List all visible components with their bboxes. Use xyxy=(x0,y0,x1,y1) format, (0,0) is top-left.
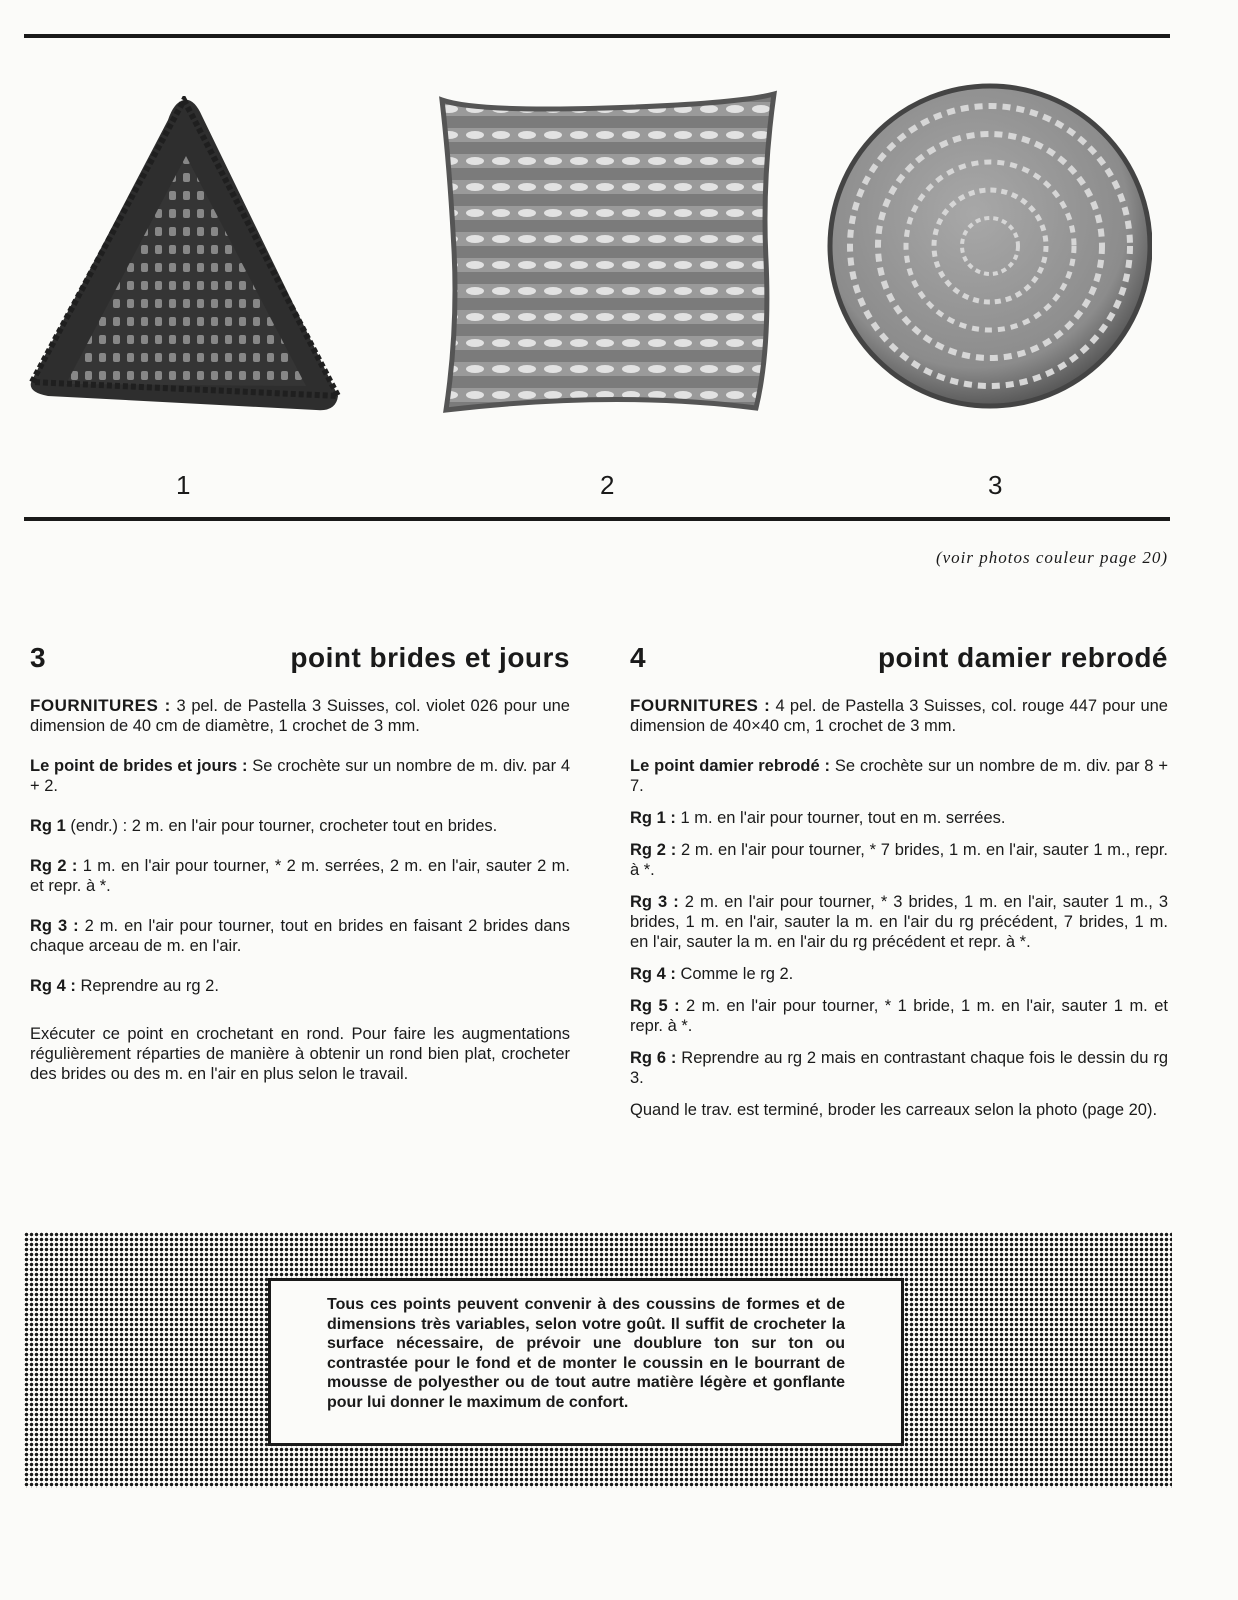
finishing-note: Quand le trav. est terminé, broder les carreaux selon la photo (page 20). xyxy=(630,1101,1158,1119)
row-2-text: 2 m. en l'air pour tourner, * 7 brides, 1 m. en l'air, sauter 1 m., repr. à *. xyxy=(630,841,1168,879)
row-4-paragraph xyxy=(30,976,570,996)
point-paragraph xyxy=(30,756,570,796)
triangle-cushion-photo xyxy=(26,96,342,416)
row-1-paragraph xyxy=(630,808,1168,828)
row-5-paragraph xyxy=(630,996,1168,1036)
row-3-label: Rg 3 : xyxy=(30,917,79,935)
section-title: point brides et jours xyxy=(290,642,570,673)
section-number: 3 xyxy=(30,642,46,673)
row-6-label: Rg 6 : xyxy=(630,1049,677,1067)
fournitures-label: FOURNITURES : xyxy=(30,696,171,715)
cushion-advice-box: Tous ces points peuvent convenir à des coussins de formes et de dimensions très variables, selon votre goût. Il suffit de crocheter la surface nécessaire, de prévoir une doublure ton sur ton ou contrastée pour le fond et de monter le coussin en le bourrant de mousse de polyesther ou de tout autre matière légère et gonflante pour lui donner le maximum de confort. xyxy=(268,1278,904,1446)
column-point-brides-et-jours xyxy=(30,642,571,1104)
row-3-label: Rg 3 : xyxy=(630,893,679,911)
point-paragraph xyxy=(630,756,1168,796)
row-4-text: Reprendre au rg 2. xyxy=(80,977,219,995)
row-1-text: 1 m. en l'air pour tourner, tout en m. serrées. xyxy=(680,809,1006,827)
column-point-damier-rebrode xyxy=(630,642,1168,1132)
fournitures-paragraph xyxy=(630,696,1168,736)
figure-number-1: 1 xyxy=(176,470,191,500)
row-2-paragraph xyxy=(630,840,1168,880)
row-3-paragraph xyxy=(630,892,1168,952)
row-4-paragraph xyxy=(630,964,1168,984)
section-header xyxy=(630,642,1168,673)
row-4-label: Rg 4 : xyxy=(630,965,676,983)
section-title: point damier rebrodé xyxy=(877,642,1168,673)
top-rule xyxy=(24,34,1170,38)
row-3-text: 2 m. en l'air pour tourner, * 3 brides, 1 m. en l'air, sauter 1 m., 3 brides, 1 m. en l'air, sauter la m. en l'air du rg précédent, 7 brides, 1 m. en l'air, sauter la m. en l'air du rg précédent et repr. à *. xyxy=(630,893,1168,951)
fournitures-text: 4 pel. de Pastella 3 Suisses, col. rouge 447 pour une dimension de 40×40 cm, 1 crochet de 3 mm. xyxy=(630,697,1168,735)
point-label: Le point de brides et jours : xyxy=(30,757,248,775)
round-cushion-photo xyxy=(826,80,1152,412)
fournitures-paragraph xyxy=(30,696,570,736)
row-1-label: Rg 1 xyxy=(30,817,66,835)
square-cushion-photo xyxy=(436,90,780,414)
row-4-text: Comme le rg 2. xyxy=(680,965,794,983)
row-2-label: Rg 2 : xyxy=(30,857,78,875)
row-3-text: 2 m. en l'air pour tourner, tout en brides en faisant 2 brides dans chaque arceau de m. en l'air. xyxy=(30,917,570,955)
row-3-paragraph xyxy=(30,916,570,956)
row-2-text: 1 m. en l'air pour tourner, * 2 m. serrées, 2 m. en l'air, sauter 2 m. et repr. à *. xyxy=(30,857,570,895)
middle-rule xyxy=(24,517,1170,521)
row-6-text: Reprendre au rg 2 mais en contrastant chaque fois le dessin du rg 3. xyxy=(630,1049,1168,1087)
row-6-paragraph xyxy=(630,1048,1168,1088)
execution-note: Exécuter ce point en crochetant en rond. Pour faire les augmentations régulièrement réparties de manière à obtenir un rond bien plat, crocheter des brides ou des m. en l'air en plus selon le travail. xyxy=(30,1025,570,1083)
row-5-text: 2 m. en l'air pour tourner, * 1 bride, 1 m. en l'air, sauter 1 m. et repr. à *. xyxy=(630,997,1168,1035)
figure-number-2: 2 xyxy=(600,470,615,500)
fournitures-text: 3 pel. de Pastella 3 Suisses, col. violet 026 pour une dimension de 40 cm de diamètre, 1 crochet de 3 mm. xyxy=(30,697,570,735)
fournitures-label: FOURNITURES : xyxy=(630,696,771,715)
row-1-label: Rg 1 : xyxy=(630,809,676,827)
point-label: Le point damier rebrodé : xyxy=(630,757,831,775)
point-text: Se crochète sur un nombre de m. div. par 8 + 7. xyxy=(630,757,1168,795)
row-1-text: (endr.) : 2 m. en l'air pour tourner, crocheter tout en brides. xyxy=(70,817,498,835)
section-header xyxy=(30,642,570,673)
row-4-label: Rg 4 : xyxy=(30,977,76,995)
figure-number-3: 3 xyxy=(988,470,1003,500)
row-2-label: Rg 2 : xyxy=(630,841,677,859)
section-number: 4 xyxy=(630,642,646,673)
row-1-paragraph xyxy=(30,816,570,836)
row-2-paragraph xyxy=(30,856,570,896)
row-5-label: Rg 5 : xyxy=(630,997,680,1015)
photo-caption: (voir photos couleur page 20) xyxy=(935,548,1168,567)
point-text: Se crochète sur un nombre de m. div. par 4 + 2. xyxy=(30,757,571,795)
